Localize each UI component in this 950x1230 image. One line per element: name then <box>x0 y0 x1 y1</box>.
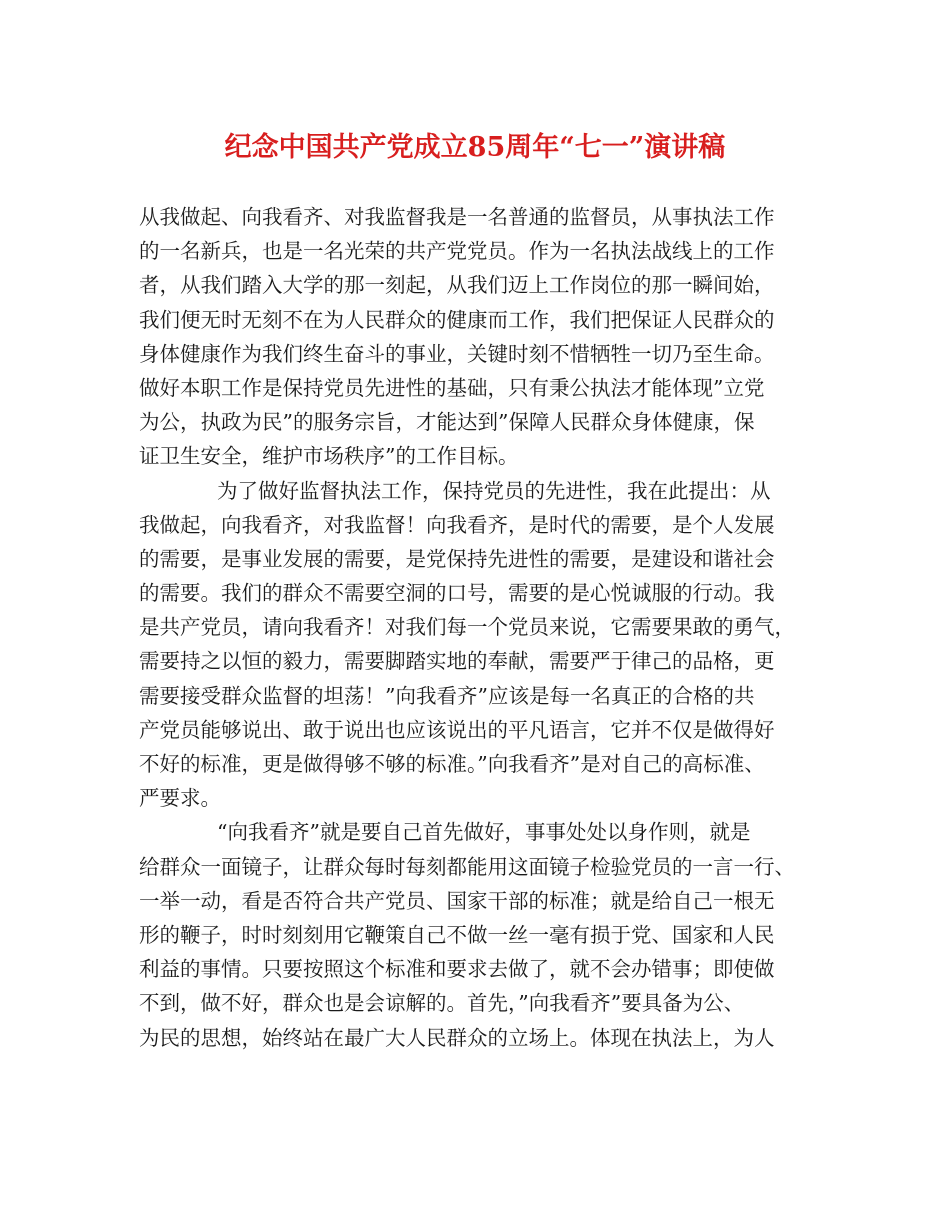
text-line: 产党员能够说出、敢于说出也应该说出的平凡语言，它并不仅是做得好 <box>139 717 775 742</box>
text-line: “向我看齐”就是要自己首先做好，事事处处以身作则，就是 <box>217 820 751 845</box>
text-line: 不好的标准，更是做得够不够的标准。”向我看齐”是对自己的高标准、 <box>139 752 765 776</box>
text-line: 形的鞭子，时时刻刻用它鞭策自己不做一丝一毫有损于党、国家和人民 <box>139 922 775 947</box>
text-line: 者，从我们踏入大学的那一刻起，从我们迈上工作岗位的那一瞬间始， <box>139 273 775 298</box>
text-line: 做好本职工作是保持党员先进性的基础，只有秉公执法才能体现”立党 <box>139 375 765 400</box>
text-line: 证卫生安全，维护市场秩序”的工作目标。 <box>139 444 519 469</box>
text-line: 一举一动，看是否符合共产党员、国家干部的标准；就是给自己一根无 <box>139 888 775 913</box>
text-line: 的需要，是事业发展的需要，是党保持先进性的需要，是建设和谐社会 <box>139 546 775 571</box>
text-line: 为公，执政为民”的服务宗旨，才能达到”保障人民群众身体健康，保 <box>139 410 755 435</box>
text-line: 我做起，向我看齐，对我监督！向我看齐，是时代的需要，是个人发展 <box>139 512 775 537</box>
text-line: 需要持之以恒的毅力，需要脚踏实地的奉献，需要严于律己的品格，更 <box>139 649 775 674</box>
text-line: 严要求。 <box>139 786 221 811</box>
text-line: 需要接受群众监督的坦荡！”向我看齐”应该是每一名真正的合格的共 <box>139 683 755 708</box>
text-line: 不到，做不好，群众也是会谅解的。首先，”向我看齐”要具备为公、 <box>139 991 745 1016</box>
text-line: 给群众一面镜子，让群众每时每刻都能用这面镜子检验党员的一言一行、 <box>139 854 795 879</box>
text-line: 利益的事情。只要按照这个标准和要求去做了，就不会办错事；即使做 <box>139 957 775 982</box>
document-body <box>139 200 819 1055</box>
document-title: 纪念中国共产党成立85周年“七一”演讲稿 <box>224 132 726 163</box>
text-line: 为了做好监督执法工作，保持党员的先进性，我在此提出：从 <box>217 478 771 503</box>
text-line: 的需要。我们的群众不需要空洞的口号，需要的是心悦诚服的行动。我 <box>139 581 775 606</box>
text-line: 的一名新兵，也是一名光荣的共产党党员。作为一名执法战线上的工作 <box>139 239 775 264</box>
text-line: 从我做起、向我看齐、对我监督我是一名普通的监督员，从事执法工作 <box>139 205 775 229</box>
text-line: 身体健康作为我们终生奋斗的事业，关键时刻不惜牺牲一切乃至生命。 <box>139 341 775 366</box>
text-line: 我们便无时无刻不在为人民群众的健康而工作，我们把保证人民群众的 <box>139 307 775 332</box>
text-line: 是共产党员，请向我看齐！对我们每一个党员来说，它需要果敢的勇气， <box>139 615 795 640</box>
text-line: 为民的思想，始终站在最广大人民群众的立场上。体现在执法上，为人 <box>139 1025 775 1050</box>
